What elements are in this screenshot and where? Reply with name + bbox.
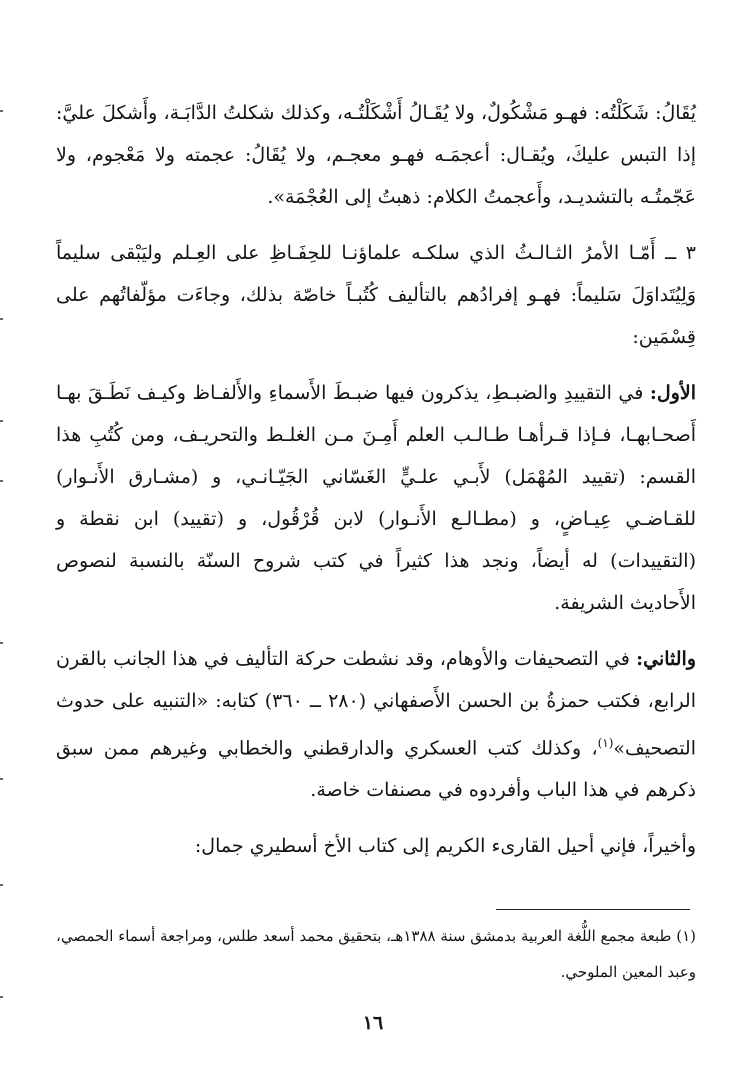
paragraph-first-section-text: في التقييدِ والضبـطِ، يذكرون فيها ضبـطَ الأَسماءِ والأَلفـاظ وكيـف نَطَـقَ بهـا أَصحـابهـا، فـإذا قـرأهـا طـالـب العلم أَمِـنَ مـن الغلـط والتحريـف، ومن كُتُبِ هذا القسم: (تقييد المُهْمَل) لأَبـي علـيٍّ الغَسّاني الجَيّـانـي، و (مشـارق الأَنـوار) للقـاضـي عِيـاضٍ، و (مطـالـع الأَنـوار) لابن قُرْقُول، و (تقييد) ابن نقطة و (التقييدات) له أيضاً، ونجد هذا كثيراً في كتب شروح السنّة بالنسبة لنصوص الأَحاديث الشريفة. [56,382,696,614]
scan-edge-mark [0,318,3,320]
paragraph-closing: وأخيراً، فإني أحيل القارىء الكريم إلى كتاب الأخ أسطيري جمال: [194,835,696,858]
footnote-text: (١) طبعة مجمع اللُّغة العربية بدمشق سنة ١٣٨٨هـ، بتحقيق محمد أسعد طلس، ومراجعة أسماء الحمصي، وعبد المعين الملوحي. [56,927,696,981]
scan-edge-mark [0,642,3,644]
page-number: ١٦ [362,1012,384,1034]
scan-edge-mark [0,778,3,780]
scan-edge-mark [0,420,3,422]
paragraph-second-section-text-end: ، وكذلك كتب العسكري والدارقطني والخطابي وغيرهم ممن سبق ذكرهم في هذا الباب وأفردوه في مصنفات خاصة. [56,737,696,802]
paragraph-first-section [56,372,696,624]
paragraph-second-section [56,638,696,811]
scan-edge-mark [0,884,3,886]
footnote-divider [496,909,690,910]
scan-edge-mark [0,480,3,482]
paragraph-second-section-text: في التصحيفات والأوهام، وقد نشطت حركة التأليف في هذا الجانب بالقرن الرابع، فكتب حمزةُ بن الحسن الأَصفهاني (٢٨٠ ــ ٣٦٠) كتابه: «التنبيه على حدوث التصحيف» [56,648,696,760]
scan-edge-mark [0,110,3,112]
section-lead-first: الأول: [649,382,696,404]
main-text [56,92,696,867]
scan-edge-mark [0,996,3,998]
paragraph-third-matter: ٣ ــ أَمّـا الأمرُ الثـالـثُ الذي سلكـه علماؤنـا للحِفَـاظِ على العِـلم وليَبْقى سليماً وَلِيُتَداوَلَ سَليماً: فهـو إفرادُهم بالتأليف كُتُبـاً خاصّة بذلك، وجاءَت مؤلّفاتُهم على قِسْمَين: [56,242,696,348]
section-lead-second: والثاني: [636,648,697,670]
footnote-reference: (١) [597,736,614,750]
paragraph-definitions: يُقَالُ: شَكَلْتُه: فهـو مَشْكُولٌ، ولا يُقَـالُ أَشْكَلْتُـه، وكذلك شكلتُ الدَّابَـة، وأَشكلَ عليَّ: إذا التبس عليكَ، ويُقـال: أعجمَـه فهـو معجـم، ولا يُقَالُ: عجمته ولا مَعْجوم، ولا عَجّمتُـه بالتشديـد، وأَعجمتُ الكلام: ذهبتُ إلى العُجْمَة». [56,102,696,208]
